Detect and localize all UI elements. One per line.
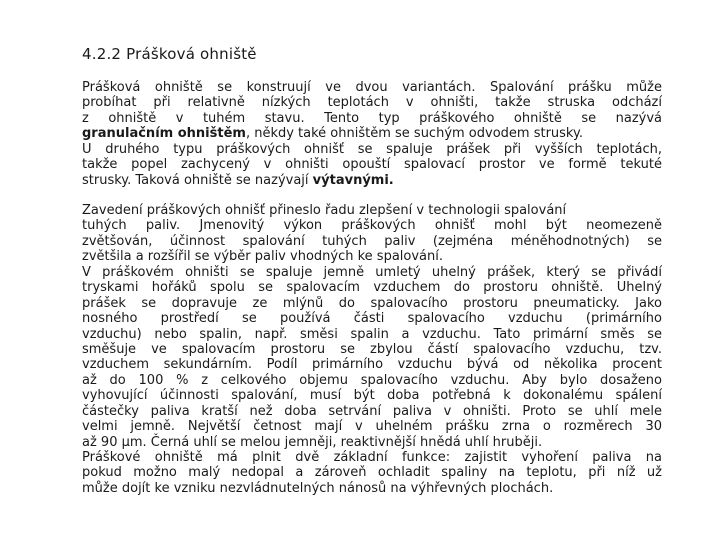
text-line: probíhat při relativně nízkých teplotách v ohništi, takže struska odchází [82,95,662,111]
text-line: zvětšila a rozšířil se výběr paliv vhodných ke spalování. [82,249,443,265]
term-granulacni: granulačním ohništěm [82,126,246,142]
text-line: směšuje ve spalovacím prostoru se zbylou částí spalovacího vzduchu, tzv. [82,341,662,357]
text-line: U druhého typu práškových ohnišť se spaluje prášek při vyšších teplotách, [82,141,662,157]
text-line: velmi jemně. Největší četnost mají v uhelném prášku zrna o rozměrech 30 [82,419,662,435]
text-line: Prášková ohniště se konstruují ve dvou variantách. Spalování prášku může [82,80,662,95]
text-line: vzduchu) nebo spalin, např. směsi spalin a vzduchu. Tato primární směs se [82,326,662,342]
term-vytavne: výtavnými. [312,172,394,188]
text-line: může dojít ke vzniku nezvládnutelných nánosů na výhřevných plochách. [82,480,554,496]
text-line: Práškové ohniště má plnit dvě základní funkce: zajistit vyhoření paliva na [82,450,662,465]
text-line: prášek se dopravuje ze mlýnů do spalovacího prostoru pneumaticky. Jako [82,295,662,311]
text-fragment: strusky. Taková ohniště se nazývají [82,172,313,188]
text-line: vzduchem sekundárním. Podíl primárního vzduchu bývá od několika procent [82,357,662,373]
text-line: takže popel zachycený v ohništi opouští spalovací prostor ve formě tekuté [82,157,662,173]
text-line: nosného prostředí se používá části spalovacího vzduchu (primárního [82,311,662,327]
text-line [82,173,662,188]
text-line: až do 100 % z celkového objemu spalovacího vzduchu. Aby bylo dosaženo [82,372,662,388]
text-line: Zavedení práškových ohnišť přineslo řadu zlepšení v technologii spalování [82,203,567,218]
section-heading: 4.2.2 Prášková ohniště [82,45,257,63]
text-line: vyhovující účinnosti spalování, musí být doba potřebná k dokonalému spálení [82,388,662,404]
text-line: V práškovém ohništi se spaluje jemně umletý uhelný prášek, který se přivádí [82,264,662,280]
paragraph-1 [82,80,662,188]
paragraph-2 [82,203,662,496]
text-line: pokud možno malý nedopal a zároveň ochladit spaliny na teplotu, při níž už [82,465,662,481]
text-fragment: , někdy také ohništěm se suchým odvodem strusky. [245,126,583,142]
text-line: z ohniště v tuhém stavu. Tento typ práškového ohniště se nazývá [82,110,662,126]
text-line: až 90 μm. Černá uhlí se melou jemněji, reaktivnější hnědá uhlí hruběji. [82,434,543,450]
text-line: tuhých paliv. Jmenovitý výkon práškových ohnišť mohl být neomezeně [82,218,662,234]
text-line: tryskami hořáků spolu se spalovacím vzduchem do prostoru ohniště. Uhelný [82,280,662,296]
text-line [82,126,662,141]
text-line: částečky paliva kratší než doba setrvání paliva v ohništi. Proto se uhlí mele [82,403,662,419]
text-line: zvětšován, účinnost spalování tuhých paliv (zejména méněhodnotných) se [82,233,662,249]
